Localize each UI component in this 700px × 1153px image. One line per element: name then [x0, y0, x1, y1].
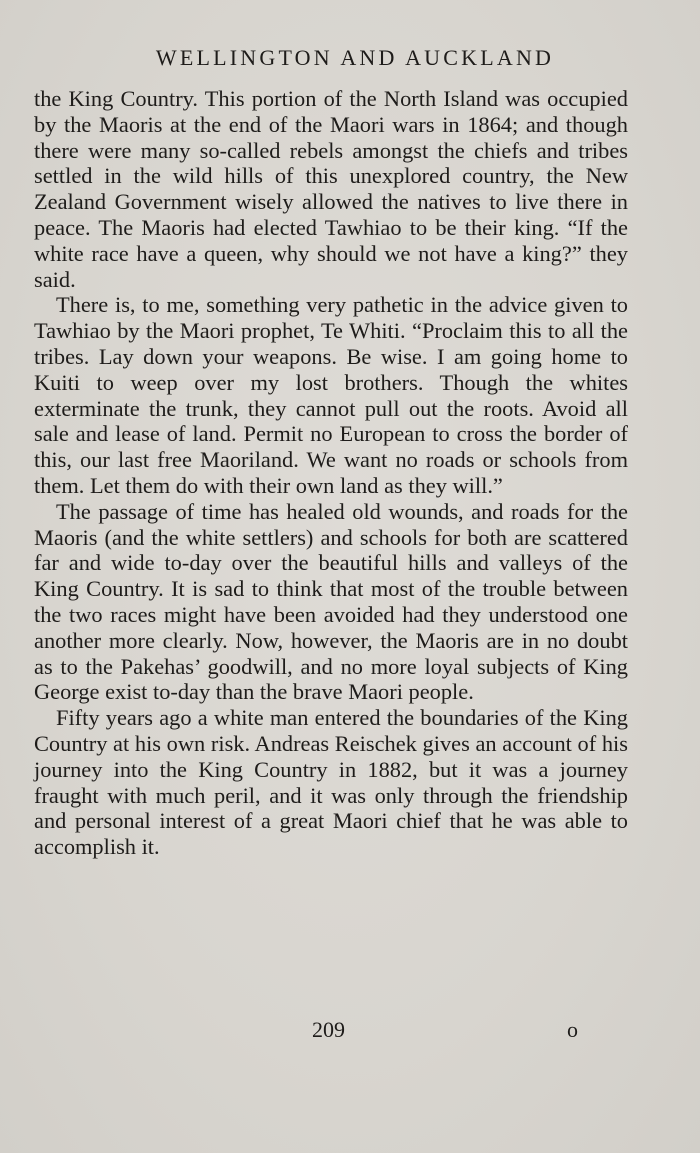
body-text: [34, 86, 628, 860]
paragraph-te-whiti: There is, to me, something very pathetic in the advice given to Tawhiao by the Maori prophet, Te Whiti. “Proclaim this to all the tribes. Lay down your weapons. Be wise. I am going home to Kuiti to weep over my lost brothers. Though the whites exterminate the trunk, they cannot pull out the roots. Avoid all sale and lease of land. Permit no European to cross the border of this, our last free Maoriland. We want no roads or schools from them. Let them do with their own land as they will.”: [34, 292, 628, 498]
paragraph-passage-of-time: The passage of time has healed old wounds, and roads for the Maoris (and the white settlers) and schools for both are scattered far and wide to-day over the beautiful hills and valleys of the King Country. It is sad to think that most of the trouble between the two races might have been avoided had they understood one another more clearly. Now, however, the Maoris are in no doubt as to the Pakehas’ goodwill, and no more loyal subjects of King George exist to-day than the brave Maori people.: [34, 498, 628, 705]
signature-mark: o: [567, 1017, 578, 1042]
paragraph-continuation: the King Country. This portion of the North Island was occupied by the Maoris at the end of the Maori wars in 1864; and though there were many so-called rebels amongst the chiefs and tribes settled in the wild hills of this unexplored country, the New Zealand Government wisely allowed the natives to live there in peace. The Maoris had elected Tawhiao to be their king. “If the white race have a queen, why should we not have a king?” they said.: [34, 86, 628, 292]
paragraph-fifty-years-ago: Fifty years ago a white man entered the boundaries of the King Country at his own risk. Andreas Reischek gives an account of his journey into the King Country in 1882, but it was a journey fraught with much peril, and it was only through the friendship and personal interest of a great Maori chief that he was able to accomplish it.: [34, 705, 628, 860]
running-head: WELLINGTON AND AUCKLAND: [155, 45, 555, 70]
page-number: 209: [312, 1017, 345, 1042]
